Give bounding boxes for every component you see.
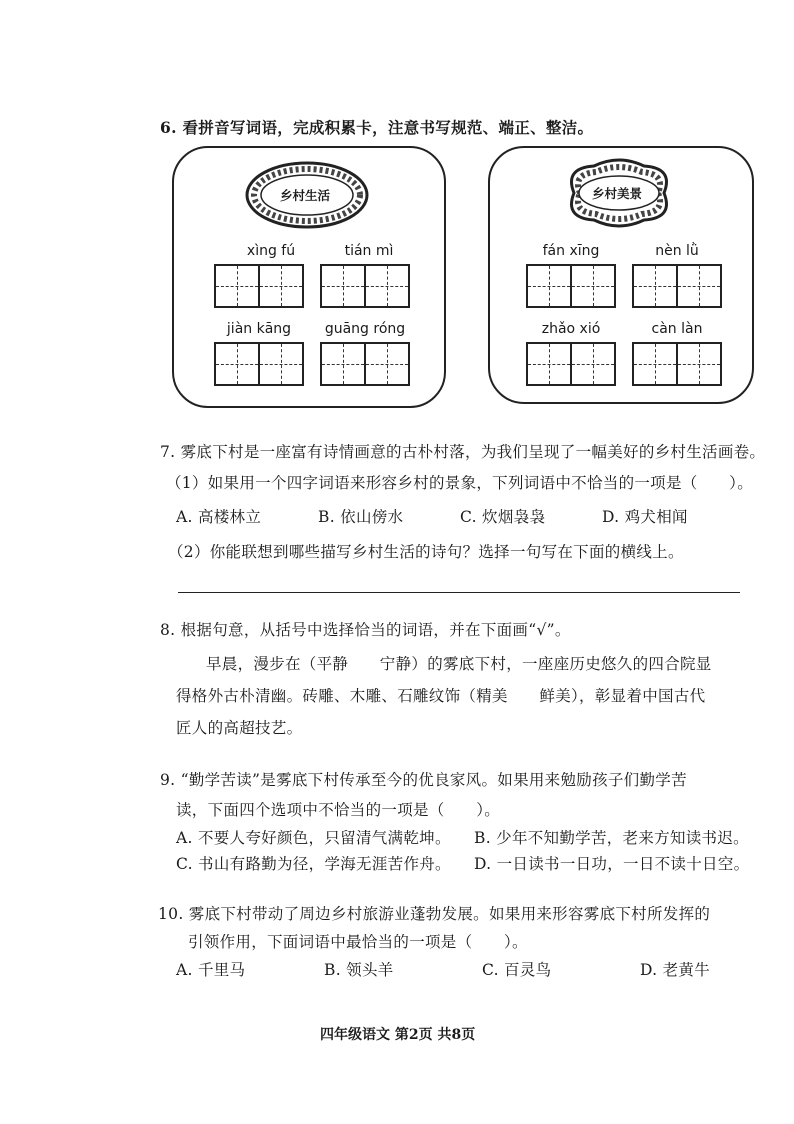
writing-box[interactable] (320, 264, 410, 308)
page-footer: 四年级语文 第2页 共8页 (320, 1027, 476, 1043)
q9-option-b: B. 少年不知勤学苦，老来方知读书迟。 (474, 829, 749, 847)
left-badge-text: 乡村生活 (280, 188, 331, 203)
q7-option-c: C. 炊烟袅袅 (460, 508, 546, 526)
q7-sub1: （1）如果用一个四字词语来形容乡村的景象，下列词语中不恰当的一项是（ ）。 (166, 474, 754, 492)
writing-box[interactable] (526, 342, 616, 386)
q8-paragraph-line: 得格外古朴清幽。砖雕、木雕、石雕纹饰（精美 鲜美），彰显着中国古代 (176, 687, 706, 705)
q6-title: 6. 看拼音写词语，完成积累卡，注意书写规范、端正、整洁。 (160, 118, 594, 137)
pinyin-label: guāng róng (324, 321, 406, 337)
q10-option-c: C. 百灵鸟 (482, 961, 552, 979)
q8-paragraph-line: 早晨，漫步在（平静 宁静）的雾底下村，一座座历史悠久的四合院显 (206, 655, 712, 673)
q10-line2: 引领作用，下面词语中最恰当的一项是（ ）。 (188, 933, 528, 951)
q8-title: 8. 根据句意，从括号中选择恰当的词语，并在下面画“√”。 (160, 621, 571, 639)
q7-answer-line[interactable] (178, 592, 740, 593)
q7-option-d: D. 鸡犬相闻 (602, 508, 688, 526)
q7-sub2: （2）你能联想到哪些描写乡村生活的诗句？选择一句写在下面的横线上。 (168, 543, 684, 561)
q9-line1: 9. “勤学苦读”是雾底下村传承至今的优良家风。如果用来勉励孩子们勤学苦 (160, 771, 687, 789)
pinyin-label: tián mì (344, 243, 394, 259)
pinyin-label: jiàn kāng (226, 321, 292, 337)
q9-option-a: A. 不要人夸好颜色，只留清气满乾坤。 (176, 829, 451, 847)
q9-option-c: C. 书山有路勤为径，学海无涯苦作舟。 (176, 855, 451, 873)
right-card (488, 146, 754, 404)
q10-line1: 10. 雾底下村带动了周边乡村旅游业蓬勃发展。如果用来形容雾底下村所发挥的 (158, 905, 711, 923)
pinyin-label: càn làn (651, 321, 703, 337)
q10-option-d: D. 老黄牛 (640, 961, 711, 979)
q9-option-d: D. 一日读书一日功，一日不读十日空。 (474, 855, 750, 873)
pinyin-label: nèn lǜ (655, 243, 699, 259)
left-card (172, 146, 446, 408)
writing-box[interactable] (632, 342, 722, 386)
right-badge-text: 乡村美景 (592, 186, 643, 201)
writing-box[interactable] (214, 342, 304, 386)
writing-box[interactable] (214, 264, 304, 308)
pinyin-label: xìng fú (246, 243, 296, 259)
writing-box[interactable] (526, 264, 616, 308)
q7-option-b: B. 依山傍水 (318, 508, 404, 526)
pinyin-label: zhǎo xió (541, 321, 601, 337)
q8-paragraph-line: 匠人的高超技艺。 (176, 719, 303, 737)
q7-title: 7. 雾底下村是一座富有诗情画意的古朴村落，为我们呈现了一幅美好的乡村生活画卷。 (160, 443, 766, 461)
q10-option-a: A. 千里马 (176, 961, 246, 979)
writing-box[interactable] (632, 264, 722, 308)
writing-box[interactable] (320, 342, 410, 386)
q10-option-b: B. 领头羊 (324, 961, 394, 979)
q7-option-a: A. 高楼林立 (176, 508, 262, 526)
q9-line2: 读，下面四个选项中不恰当的一项是（ ）。 (176, 801, 501, 819)
pinyin-label: fán xīng (542, 243, 600, 259)
